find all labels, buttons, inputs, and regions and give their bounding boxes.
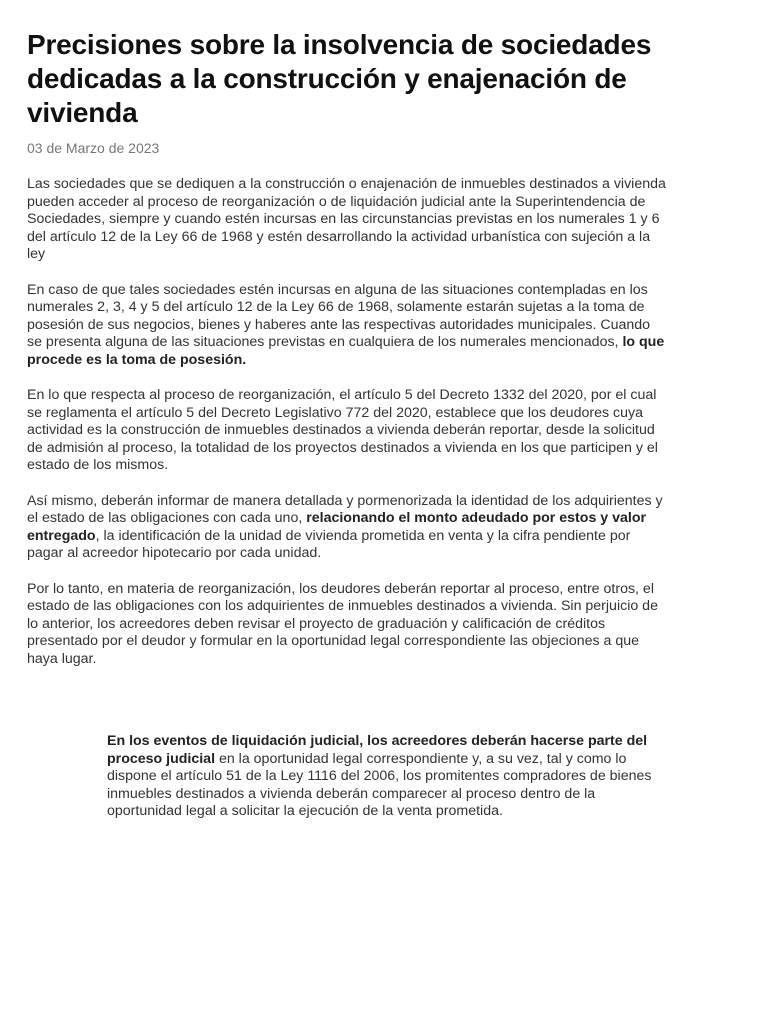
paragraph-4-text-after: , la identificación de la unidad de vivienda prometida en venta y la cifra pendiente por pagar al acreedor hipotecario por cada unidad. — [27, 527, 631, 561]
paragraph-1 — [27, 176, 667, 264]
paragraph-4 — [27, 493, 667, 563]
paragraph-1-text: Las sociedades que se dediquen a la construcción o enajenación de inmuebles destinados a vivienda pueden acceder al proceso de reorganización o de liquidación judicial ante la Superintendencia de Sociedades, siempre y cuando estén incursas en las circunstancias previstas en los numerales 1 y 6 del artículo 12 de la Ley 66 de 1968 y estén desarrollando la actividad urbanística con sujeción a la ley — [27, 176, 666, 262]
paragraph-4-text-before: Así mismo, deberán informar de manera detallada y pormenorizada la identidad de los adquirientes y el estado de las obligaciones con cada uno, — [27, 492, 663, 526]
paragraph-3-text: En lo que respecta al proceso de reorganización, el artículo 5 del Decreto 1332 del 2020, por el cual se reglamenta el artículo 5 del Decreto Legislativo 772 del 2020, establece que los deudores cuya actividad es la construcción de inmuebles destinados a vivienda deberán reportar, desde la solicitud de admisión al proceso, la totalidad de los proyectos destinados a vivienda en los que participen y el estado de los mismos. — [27, 387, 658, 473]
article-body — [27, 176, 667, 668]
block-quote — [107, 733, 663, 821]
paragraph-3 — [27, 387, 667, 475]
paragraph-2 — [27, 282, 667, 370]
article-title: Precisiones sobre la insolvencia de sociedades dedicadas a la construcción y enajenación de vivienda — [27, 29, 652, 128]
paragraph-2-emphasis: lo que procede es la toma de posesión. — [27, 334, 665, 368]
article-date: 03 de Marzo de 2023 — [27, 140, 160, 156]
paragraph-2-text: En caso de que tales sociedades estén incursas en alguna de las situaciones contempladas en los numerales 2, 3, 4 y 5 del artículo 12 de la Ley 66 de 1968, solamente estarán sujetas a la toma de posesión de sus negocios, bienes y haberes ante las respectivas autoridades municipales. Cuando se presenta alguna de las situaciones previstas en cualquiera de los numerales mencionados, — [27, 281, 651, 350]
paragraph-5 — [27, 581, 667, 669]
paragraph-4-emphasis: relacionando el monto adeudado por estos y valor entregado — [27, 510, 647, 544]
article — [27, 28, 667, 686]
block-quote-text: en la oportunidad legal correspondiente y, a su vez, tal y como lo dispone el artículo 51 de la Ley 1116 del 2006, los promitentes compradores de bienes inmuebles destinados a vivienda deberán comparecer al proceso dentro de la oportunidad legal a solicitar la ejecución de la venta prometida. — [107, 750, 652, 819]
paragraph-5-text: Por lo tanto, en materia de reorganización, los deudores deberán reportar al proceso, entre otros, el estado de las obligaciones con los adquirientes de inmuebles destinados a vivienda. Sin perjuicio de lo anterior, los acreedores deben revisar el proyecto de graduación y calificación de créditos presentado por el deudor y formular en la oportunidad legal correspondiente las objeciones a que haya lugar. — [27, 580, 658, 667]
block-quote-emphasis: En los eventos de liquidación judicial, los acreedores deberán hacerse parte del proceso judicial — [107, 733, 648, 767]
